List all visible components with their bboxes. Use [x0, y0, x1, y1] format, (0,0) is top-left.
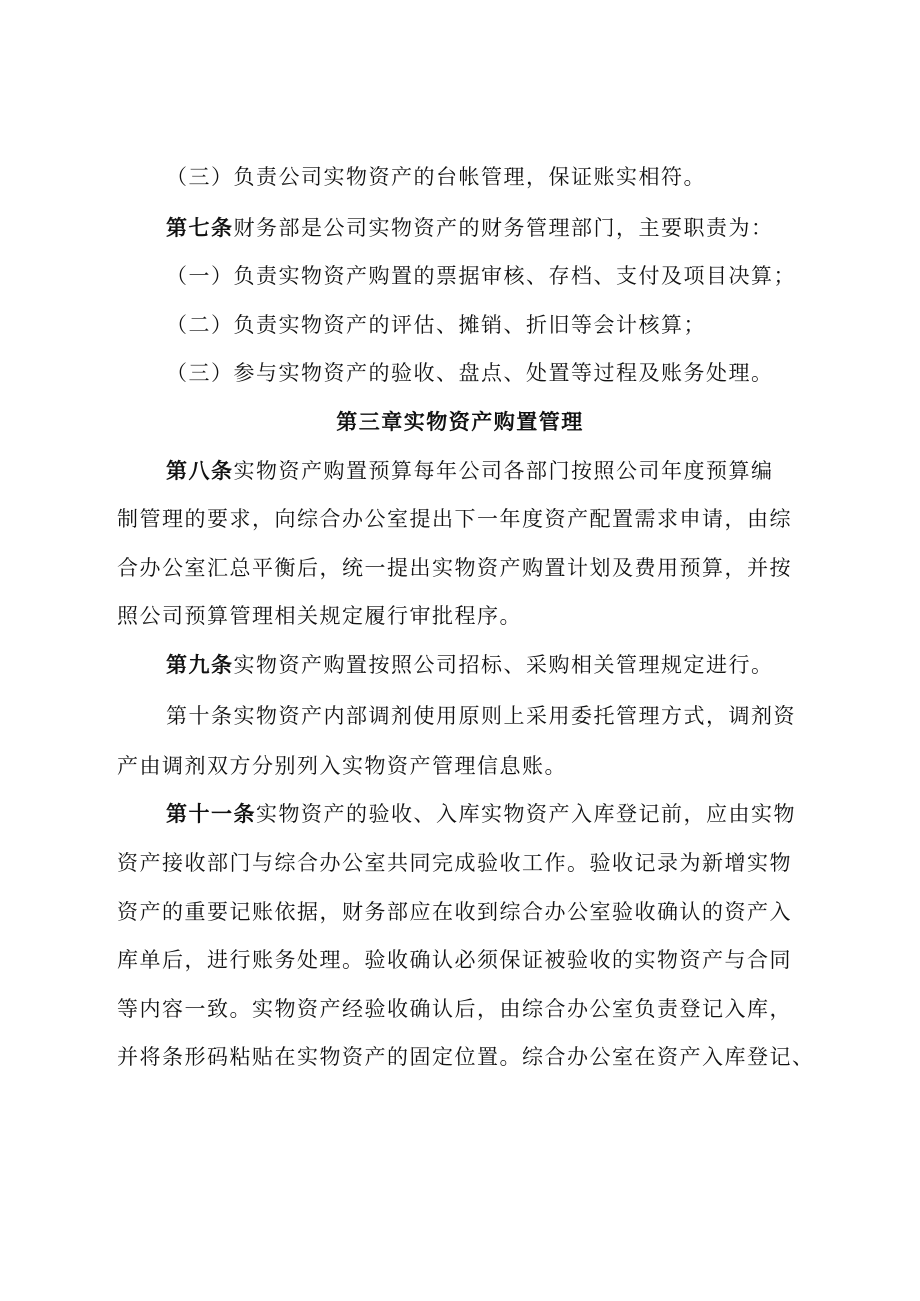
paragraph-line [0, 1042, 920, 1072]
line-text: 实物资产的验收、入库实物资产入库登记前，应由实物 [256, 802, 796, 826]
paragraph-line [0, 553, 920, 583]
paragraph-line [0, 701, 920, 731]
paragraph-line [0, 751, 920, 781]
article-label: 第七条 [166, 215, 234, 240]
line-text: 等内容一致。实物资产经验收确认后，由综合办公室负责登记入库， [117, 997, 792, 1021]
article-label: 第十一条 [166, 801, 256, 826]
article-label: 第八条 [166, 458, 234, 483]
article-7-line [0, 213, 920, 243]
line-text: 财务部是公司实物资产的财务管理部门，主要职责为： [233, 216, 774, 240]
article-8-line [0, 456, 920, 486]
paragraph-line [0, 994, 920, 1024]
line-text: 库单后，进行账务处理。验收确认必须保证被验收的实物资产与合同 [117, 948, 792, 972]
line-text: （三）参与实物资产的验收、盘点、处置等过程及账务处理。 [166, 361, 774, 385]
line-text: （一）负责实物资产购置的票据审核、存档、支付及项目决算； [166, 264, 796, 288]
line-text: 照公司预算管理相关规定履行审批程序。 [117, 604, 522, 628]
paragraph-line [0, 504, 920, 534]
paragraph-line [0, 848, 920, 878]
line-text: 并将条形码粘贴在实物资产的固定位置。综合办公室在资产入库登记、 [117, 1045, 815, 1069]
article-11-line [0, 799, 920, 829]
paragraph-line [0, 945, 920, 975]
paragraph-line [0, 261, 920, 291]
line-text: 产由调剂双方分别列入实物资产管理信息账。 [117, 754, 567, 778]
article-9-line [0, 650, 920, 680]
paragraph-line [0, 310, 920, 340]
chapter-heading: 第三章实物资产购置管理 [336, 409, 584, 434]
paragraph-line [0, 897, 920, 927]
article-label: 第九条 [166, 652, 234, 677]
line-text: 资产的重要记账依据，财务部应在收到综合办公室验收确认的资产入 [117, 900, 792, 924]
line-text: 实物资产购置按照公司招标、采购相关管理规定进行。 [233, 653, 774, 677]
line-text: 合办公室汇总平衡后，统一提出实物资产购置计划及费用预算，并按 [117, 556, 792, 580]
line-text: 资产接收部门与综合办公室共同完成验收工作。验收记录为新增实物 [117, 851, 792, 875]
paragraph-line [0, 601, 920, 631]
line-text: 第十条实物资产内部调剂使用原则上采用委托管理方式，调剂资 [166, 704, 796, 728]
paragraph-line [0, 162, 920, 192]
line-text: （三）负责公司实物资产的台帐管理，保证账实相符。 [166, 165, 706, 189]
paragraph-line [0, 358, 920, 388]
line-text: （二）负责实物资产的评估、摊销、折旧等会计核算； [166, 313, 706, 337]
line-text: 制管理的要求，向综合办公室提出下一年度资产配置需求申请，由综 [117, 507, 792, 531]
line-text: 实物资产购置预算每年公司各部门按照公司年度预算编 [233, 459, 774, 483]
